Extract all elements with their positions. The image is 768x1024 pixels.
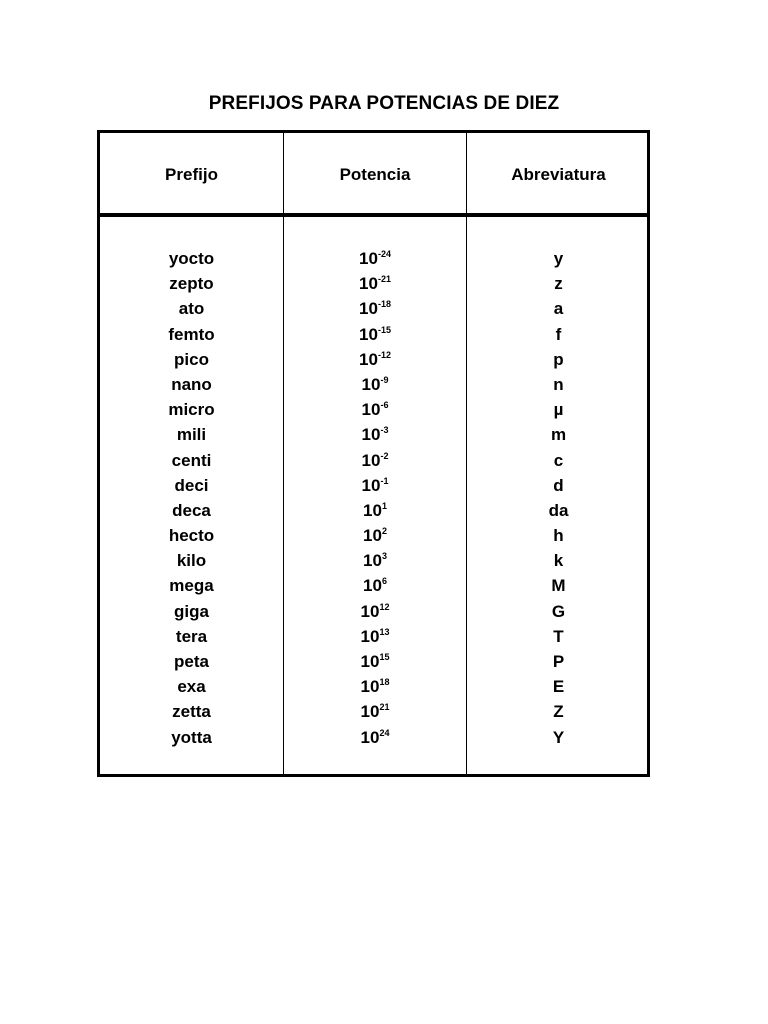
abbreviation-column bbox=[467, 246, 650, 750]
power-exponent: -9 bbox=[380, 374, 389, 385]
abbreviation-cell: a bbox=[553, 299, 564, 319]
abbreviation-cell: p bbox=[553, 349, 564, 369]
power-exponent: -3 bbox=[380, 425, 389, 436]
abbreviation-cell: c bbox=[553, 450, 564, 470]
power-base: 10 bbox=[360, 677, 380, 697]
page-title: PREFIJOS PARA POTENCIAS DE DIEZ bbox=[208, 93, 560, 114]
prefix-cell: mega bbox=[169, 576, 214, 596]
prefix-cell: pico bbox=[174, 349, 209, 369]
prefix-table bbox=[97, 130, 650, 777]
power-base: 10 bbox=[359, 249, 378, 268]
abbreviation-cell: µ bbox=[553, 400, 564, 420]
power-cell bbox=[284, 246, 466, 271]
power-exponent: -1 bbox=[380, 475, 389, 486]
column-header-abbreviation: Abreviatura bbox=[511, 165, 606, 184]
power-base: 10 bbox=[363, 576, 382, 596]
power-exponent: 21 bbox=[379, 702, 390, 713]
prefix-cell: nano bbox=[171, 374, 212, 394]
power-cell bbox=[284, 599, 466, 624]
power-base: 10 bbox=[361, 450, 381, 470]
prefix-cell: micro bbox=[168, 400, 215, 420]
power-base: 10 bbox=[359, 299, 378, 319]
power-base: 10 bbox=[360, 601, 380, 621]
power-exponent: 12 bbox=[379, 601, 390, 612]
power-cell bbox=[284, 573, 466, 598]
power-cell bbox=[284, 674, 466, 699]
abbreviation-cell: k bbox=[553, 551, 564, 571]
power-exponent: 2 bbox=[381, 526, 387, 537]
prefix-cell: yotta bbox=[171, 727, 212, 747]
power-base: 10 bbox=[363, 551, 382, 571]
prefix-cell: deca bbox=[172, 500, 211, 520]
power-base: 10 bbox=[363, 500, 382, 520]
power-exponent: 24 bbox=[379, 727, 390, 738]
power-exponent: -12 bbox=[377, 349, 391, 360]
power-cell bbox=[284, 296, 466, 321]
power-exponent: 13 bbox=[379, 626, 390, 637]
prefix-cell: deci bbox=[174, 475, 209, 495]
power-cell bbox=[284, 548, 466, 573]
prefix-cell: yocto bbox=[168, 249, 215, 268]
abbreviation-cell: Y bbox=[552, 727, 565, 747]
power-base: 10 bbox=[359, 349, 378, 369]
power-exponent: -15 bbox=[377, 324, 391, 335]
abbreviation-cell: T bbox=[553, 626, 564, 646]
abbreviation-cell: Z bbox=[553, 702, 564, 722]
prefix-cell: giga bbox=[174, 601, 209, 621]
power-cell bbox=[284, 624, 466, 649]
power-cell bbox=[284, 271, 466, 296]
power-exponent: -24 bbox=[377, 249, 391, 259]
abbreviation-cell: y bbox=[553, 249, 564, 268]
abbreviation-cell: E bbox=[552, 677, 565, 697]
abbreviation-cell: G bbox=[551, 601, 566, 621]
power-exponent: 1 bbox=[381, 500, 387, 511]
abbreviation-cell: P bbox=[552, 652, 565, 671]
prefix-cell: ato bbox=[178, 299, 205, 319]
prefix-cell: zetta bbox=[172, 702, 211, 722]
prefix-cell: mili bbox=[176, 425, 207, 445]
power-cell bbox=[284, 322, 466, 347]
power-cell bbox=[284, 372, 466, 397]
power-cell bbox=[284, 699, 466, 724]
power-cell bbox=[284, 448, 466, 473]
power-base: 10 bbox=[361, 425, 381, 445]
abbreviation-cell: m bbox=[550, 425, 567, 445]
power-exponent: 6 bbox=[381, 576, 387, 587]
power-cell bbox=[284, 347, 466, 372]
power-base: 10 bbox=[359, 324, 378, 344]
power-cell bbox=[284, 397, 466, 422]
prefix-cell: femto bbox=[168, 324, 215, 344]
power-exponent: 15 bbox=[379, 652, 390, 662]
abbreviation-cell: M bbox=[551, 576, 566, 596]
power-base: 10 bbox=[360, 626, 380, 646]
power-cell bbox=[284, 725, 466, 750]
power-exponent: -18 bbox=[377, 299, 391, 310]
abbreviation-cell: f bbox=[555, 324, 562, 344]
power-cell bbox=[284, 498, 466, 523]
power-exponent: -21 bbox=[377, 274, 391, 285]
power-exponent: -2 bbox=[380, 450, 389, 461]
column-header-prefix: Prefijo bbox=[165, 165, 218, 184]
power-exponent: 18 bbox=[379, 677, 390, 688]
power-base: 10 bbox=[359, 274, 378, 294]
power-base: 10 bbox=[361, 400, 381, 420]
prefix-cell: zepto bbox=[169, 274, 214, 294]
power-cell bbox=[284, 523, 466, 548]
prefix-cell: peta bbox=[174, 652, 209, 671]
prefix-cell: centi bbox=[171, 450, 212, 470]
power-base: 10 bbox=[360, 727, 380, 747]
power-cell bbox=[284, 473, 466, 498]
power-base: 10 bbox=[361, 374, 381, 394]
prefix-cell: exa bbox=[177, 677, 206, 697]
power-base: 10 bbox=[363, 526, 382, 546]
prefix-cell: hecto bbox=[168, 526, 215, 546]
power-exponent: 3 bbox=[381, 551, 387, 562]
column-header-power: Potencia bbox=[339, 165, 411, 184]
abbreviation-cell: n bbox=[553, 374, 564, 394]
abbreviation-cell: d bbox=[553, 475, 564, 495]
power-exponent: -6 bbox=[380, 400, 389, 411]
power-column bbox=[284, 246, 466, 750]
power-base: 10 bbox=[360, 702, 380, 722]
power-cell bbox=[284, 422, 466, 447]
abbreviation-cell: h bbox=[553, 526, 564, 546]
prefix-column bbox=[100, 246, 283, 750]
power-cell bbox=[284, 649, 466, 674]
prefix-cell: tera bbox=[175, 626, 208, 646]
power-base: 10 bbox=[361, 475, 381, 495]
header-divider bbox=[100, 213, 647, 217]
abbreviation-cell: da bbox=[548, 500, 569, 520]
prefix-cell: kilo bbox=[176, 551, 207, 571]
abbreviation-cell: z bbox=[554, 274, 563, 294]
power-base: 10 bbox=[360, 652, 380, 671]
